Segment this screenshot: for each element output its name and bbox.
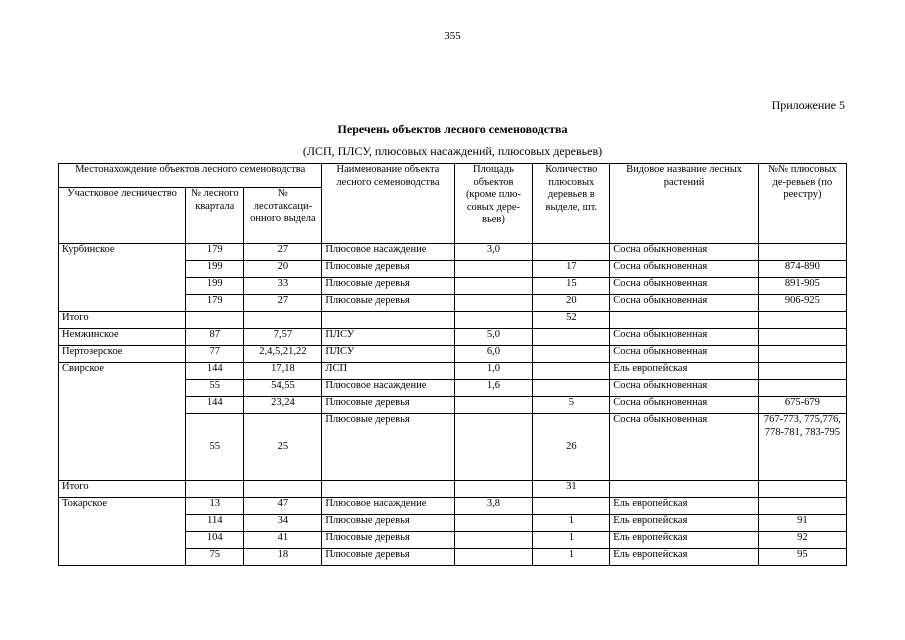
area-cell	[454, 414, 533, 481]
allotment-cell: 23,24	[244, 397, 322, 414]
count-cell	[533, 498, 610, 515]
registry-cell: 767-773, 775,776, 778-781, 783-795	[758, 414, 846, 481]
quarter-cell: 144	[186, 397, 244, 414]
quarter-cell: 179	[186, 295, 244, 312]
species-cell: Ель европейская	[610, 363, 759, 380]
empty-cell	[610, 481, 759, 498]
object-name-cell: Плюсовое насаждение	[322, 244, 454, 261]
area-cell: 3,0	[454, 244, 533, 261]
allotment-cell: 34	[244, 515, 322, 532]
table-row	[59, 498, 847, 515]
quarter-cell: 75	[186, 549, 244, 566]
total-row	[59, 481, 847, 498]
district-cell: Курбинское	[59, 244, 186, 312]
allotment-cell: 27	[244, 244, 322, 261]
area-cell	[454, 397, 533, 414]
empty-cell	[610, 312, 759, 329]
quarter-cell: 199	[186, 261, 244, 278]
count-cell: 5	[533, 397, 610, 414]
object-name-cell: Плюсовое насаждение	[322, 380, 454, 397]
registry-cell: 891-905	[758, 278, 846, 295]
table-row	[59, 244, 847, 261]
header-district: Участковое лесничество	[59, 188, 186, 244]
registry-cell: 95	[758, 549, 846, 566]
count-cell: 1	[533, 515, 610, 532]
count-cell: 15	[533, 278, 610, 295]
quarter-cell: 87	[186, 329, 244, 346]
header-location-group: Местонахождение объектов лесного семеноводства	[59, 164, 322, 188]
table-row	[59, 346, 847, 363]
count-cell	[533, 244, 610, 261]
object-name-cell: ПЛСУ	[322, 346, 454, 363]
allotment-cell: 2,4,5,21,22	[244, 346, 322, 363]
district-cell: Немжинское	[59, 329, 186, 346]
species-cell: Сосна обыкновенная	[610, 278, 759, 295]
registry-cell: 91	[758, 515, 846, 532]
empty-cell	[758, 312, 846, 329]
page-number: 355	[444, 30, 461, 42]
total-row	[59, 312, 847, 329]
area-cell	[454, 261, 533, 278]
count-cell: 17	[533, 261, 610, 278]
empty-cell	[244, 312, 322, 329]
object-name-cell: Плюсовые деревья	[322, 278, 454, 295]
header-species: Видовое название лесных растений	[610, 164, 759, 244]
species-cell: Сосна обыкновенная	[610, 414, 759, 481]
district-cell: Пертозерское	[59, 346, 186, 363]
object-name-cell: Плюсовые деревья	[322, 397, 454, 414]
area-cell	[454, 549, 533, 566]
count-cell: 20	[533, 295, 610, 312]
species-cell: Ель европейская	[610, 498, 759, 515]
species-cell: Ель европейская	[610, 549, 759, 566]
species-cell: Сосна обыкновенная	[610, 295, 759, 312]
empty-cell	[758, 329, 846, 346]
allotment-cell: 20	[244, 261, 322, 278]
header-area: Площадь объектов (кроме плю-совых дере-вьев)	[454, 164, 533, 244]
empty-cell	[758, 481, 846, 498]
species-cell: Ель европейская	[610, 515, 759, 532]
object-name-cell: Плюсовые деревья	[322, 295, 454, 312]
area-cell	[454, 532, 533, 549]
table-row	[59, 363, 847, 380]
registry-cell: 906-925	[758, 295, 846, 312]
allotment-cell: 27	[244, 295, 322, 312]
appendix-label: Приложение 5	[771, 98, 845, 112]
allotment-cell: 17,18	[244, 363, 322, 380]
empty-cell	[322, 312, 454, 329]
species-cell: Сосна обыкновенная	[610, 329, 759, 346]
quarter-cell: 55	[186, 380, 244, 397]
object-name-cell: Плюсовые деревья	[322, 414, 454, 481]
registry-cell: 92	[758, 532, 846, 549]
document-title: Перечень объектов лесного семеноводства	[337, 122, 568, 136]
header-quarter: № лесного квартала	[186, 188, 244, 244]
object-name-cell: ЛСП	[322, 363, 454, 380]
header-row-1	[59, 164, 847, 188]
count-cell	[533, 380, 610, 397]
empty-cell	[186, 312, 244, 329]
count-cell: 1	[533, 549, 610, 566]
quarter-cell: 55	[186, 414, 244, 481]
allotment-cell: 54,55	[244, 380, 322, 397]
object-name-cell: Плюсовые деревья	[322, 261, 454, 278]
total-label: Итого	[59, 312, 186, 329]
empty-cell	[533, 346, 610, 363]
header-registry: №№ плюсовых де-ревьев (по реестру)	[758, 164, 846, 244]
allotment-cell: 33	[244, 278, 322, 295]
allotment-cell: 41	[244, 532, 322, 549]
area-cell: 5,0	[454, 329, 533, 346]
quarter-cell: 114	[186, 515, 244, 532]
district-cell: Токарское	[59, 498, 186, 566]
empty-cell	[758, 346, 846, 363]
species-cell: Сосна обыкновенная	[610, 397, 759, 414]
registry-cell	[758, 363, 846, 380]
object-name-cell: ПЛСУ	[322, 329, 454, 346]
district-cell: Свирское	[59, 363, 186, 481]
area-cell	[454, 515, 533, 532]
species-cell: Ель европейская	[610, 532, 759, 549]
count-cell: 1	[533, 532, 610, 549]
registry-cell: 675-679	[758, 397, 846, 414]
allotment-cell: 18	[244, 549, 322, 566]
header-count: Количество плюсовых деревьев в выделе, шт.	[533, 164, 610, 244]
area-cell: 1,6	[454, 380, 533, 397]
seed-objects-table	[58, 163, 847, 566]
empty-cell	[533, 329, 610, 346]
allotment-cell: 25	[244, 414, 322, 481]
count-cell: 26	[533, 414, 610, 481]
registry-cell	[758, 498, 846, 515]
area-cell: 6,0	[454, 346, 533, 363]
species-cell: Сосна обыкновенная	[610, 244, 759, 261]
count-cell	[533, 363, 610, 380]
quarter-cell: 179	[186, 244, 244, 261]
object-name-cell: Плюсовое насаждение	[322, 498, 454, 515]
table-row	[59, 329, 847, 346]
empty-cell	[322, 481, 454, 498]
registry-cell	[758, 244, 846, 261]
allotment-cell: 7,57	[244, 329, 322, 346]
object-name-cell: Плюсовые деревья	[322, 549, 454, 566]
area-cell	[454, 278, 533, 295]
empty-cell	[454, 312, 533, 329]
object-name-cell: Плюсовые деревья	[322, 532, 454, 549]
total-count: 52	[533, 312, 610, 329]
quarter-cell: 77	[186, 346, 244, 363]
header-allotment: № лесотаксаци-онного выдела	[244, 188, 322, 244]
area-cell	[454, 295, 533, 312]
quarter-cell: 104	[186, 532, 244, 549]
quarter-cell: 144	[186, 363, 244, 380]
area-cell: 1,0	[454, 363, 533, 380]
registry-cell: 874-890	[758, 261, 846, 278]
total-label: Итого	[59, 481, 186, 498]
quarter-cell: 199	[186, 278, 244, 295]
registry-cell	[758, 380, 846, 397]
allotment-cell: 47	[244, 498, 322, 515]
quarter-cell: 13	[186, 498, 244, 515]
empty-cell	[244, 481, 322, 498]
total-count: 31	[533, 481, 610, 498]
species-cell: Сосна обыкновенная	[610, 380, 759, 397]
document-subtitle: (ЛСП, ПЛСУ, плюсовых насаждений, плюсовых деревьев)	[302, 144, 603, 158]
empty-cell	[186, 481, 244, 498]
header-object-name: Наименование объекта лесного семеноводства	[322, 164, 454, 244]
species-cell: Сосна обыкновенная	[610, 346, 759, 363]
area-cell: 3,8	[454, 498, 533, 515]
object-name-cell: Плюсовые деревья	[322, 515, 454, 532]
species-cell: Сосна обыкновенная	[610, 261, 759, 278]
empty-cell	[454, 481, 533, 498]
